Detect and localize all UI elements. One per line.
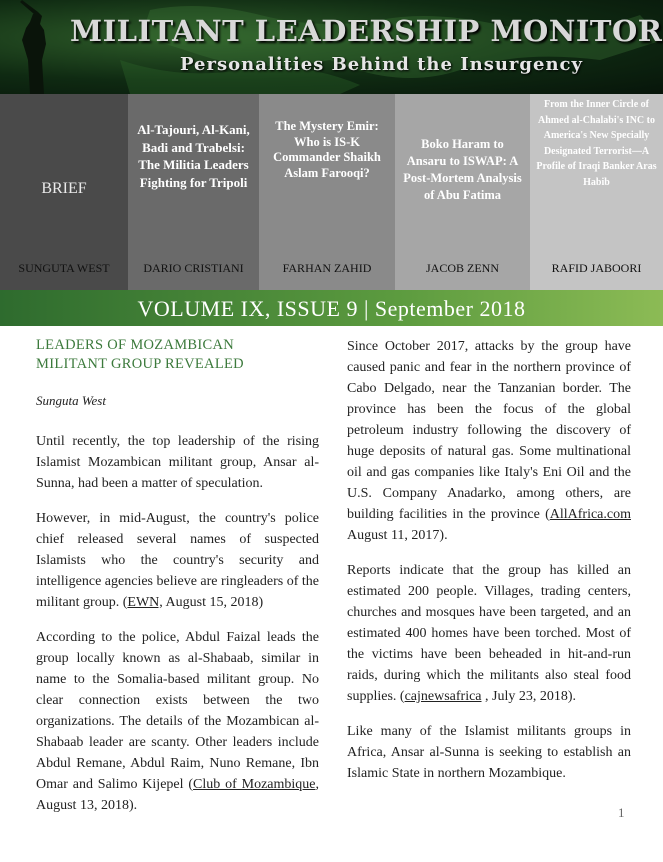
source-link[interactable]: cajnewsafrica: [404, 689, 482, 704]
contents-item-tripoli[interactable]: [128, 94, 259, 290]
contents-item-isk[interactable]: [259, 94, 395, 290]
volume-issue-bar: [0, 290, 663, 326]
contents-item-title: Boko Haram to Ansaru to ISWAP: A Post-Mortem Analysis of Abu Fatima: [403, 137, 522, 202]
paragraph: Until recently, the top leadership of the rising Islamist Mozambican militant group, Ansar al-Sunna, had been a matter of speculation.: [36, 433, 319, 491]
contents-item-author: RAFID JABOORI: [551, 261, 642, 275]
paragraph: [36, 627, 319, 816]
article-column-right: [347, 336, 631, 784]
paragraph-text: August 11, 2017).: [347, 528, 448, 543]
contents-item-title: BRIEF: [41, 180, 87, 197]
contents-item-boko-haram[interactable]: [395, 94, 530, 290]
masthead-title: MILITANT LEADERSHIP MONITOR: [70, 14, 663, 48]
page-number: 1: [618, 805, 625, 820]
source-link[interactable]: EWN,: [127, 594, 163, 610]
paragraph-text: August 15, 2018): [162, 594, 264, 610]
contents-item-author: DARIO CRISTIANI: [143, 261, 244, 275]
article-column-left: [36, 336, 319, 816]
contents-strip: [0, 94, 663, 290]
paragraph-text: According to the police, Abdul Faizal leads the group locally known as al-Shabaab, similar in name to the Somalia-based militant group. No clear connection exists between the two organizations. The details of the Mozambican al-Shabaab leader are scanty. Other leaders include Abdul Remane, Abdul Raim, Nuno Remane, Ibn Omar and Salimo Kijepel (: [36, 629, 319, 792]
paragraph: [347, 560, 631, 707]
contents-item-author: SUNGUTA WEST: [18, 261, 110, 275]
contents-item-brief[interactable]: [0, 94, 128, 290]
paragraph-text: Reports indicate that the group has killed an estimated 200 people. Villages, trading centers, churches and mosques have been targeted, and an estimated 400 homes have been torched. Most of the victims have been beheaded in hit-and-run raids, during which the militants also steal food supplies. (: [347, 563, 631, 704]
contents-item-author: JACOB ZENN: [425, 261, 499, 275]
contents-item-title: The Mystery Emir: Who is IS-K Commander Shaikh Aslam Farooqi?: [273, 119, 381, 180]
headline-line: MILITANT GROUP REVEALED: [36, 355, 244, 372]
paragraph: [36, 508, 319, 613]
volume-issue-label: VOLUME IX, ISSUE 9 | September 2018: [137, 296, 526, 321]
masthead-subtitle: Personalities Behind the Insurgency: [180, 54, 583, 75]
contents-item-title: From the Inner Circle of Ahmed al-Chalabi's INC to America's New Specially Designated Terrorist—A Profile of Iraqi Banker Aras Habib: [536, 99, 657, 188]
source-link[interactable]: AllAfrica.com: [549, 507, 631, 522]
contents-item-author: FARHAN ZAHID: [282, 261, 372, 275]
soldier-silhouette-icon: [0, 0, 70, 94]
contents-item-aras-habib[interactable]: [530, 94, 663, 290]
paragraph-text: Since October 2017, attacks by the group have caused panic and fear in the northern province of Cabo Delgado, near the Tanzanian border. The province has been the focus of the global petroleum industry following the discovery of huge deposits of natural gas. Some multinational oil and gas companies like Italy's Eni Oil and the U.S. Company Anadarko, among others, are building facilities in the province (: [347, 339, 631, 522]
article-headline: [36, 336, 319, 374]
headline-line: LEADERS OF MOZAMBICAN: [36, 337, 235, 353]
masthead-banner: [0, 0, 663, 94]
paragraph: Like many of the Islamist militants groups in Africa, Ansar al-Sunna is seeking to establish an Islamic State in northern Mozambique.: [347, 724, 631, 781]
source-link[interactable]: Club of Mozambique: [193, 776, 316, 792]
paragraph-text: , August 13, 2018).: [36, 776, 319, 813]
contents-item-title: Al-Tajouri, Al-Kani, Badi and Trabelsi: The Militia Leaders Fighting for Tripoli: [137, 122, 250, 190]
article-byline: Sunguta West: [36, 392, 106, 408]
paragraph-text: , July 23, 2018).: [481, 689, 577, 704]
paragraph-text: However, in mid-August, the country's police chief released several names of suspected Islamists who the country's security and intelligence agencies believe are ringleaders of the militant group. (: [36, 510, 319, 610]
paragraph: [347, 336, 631, 546]
